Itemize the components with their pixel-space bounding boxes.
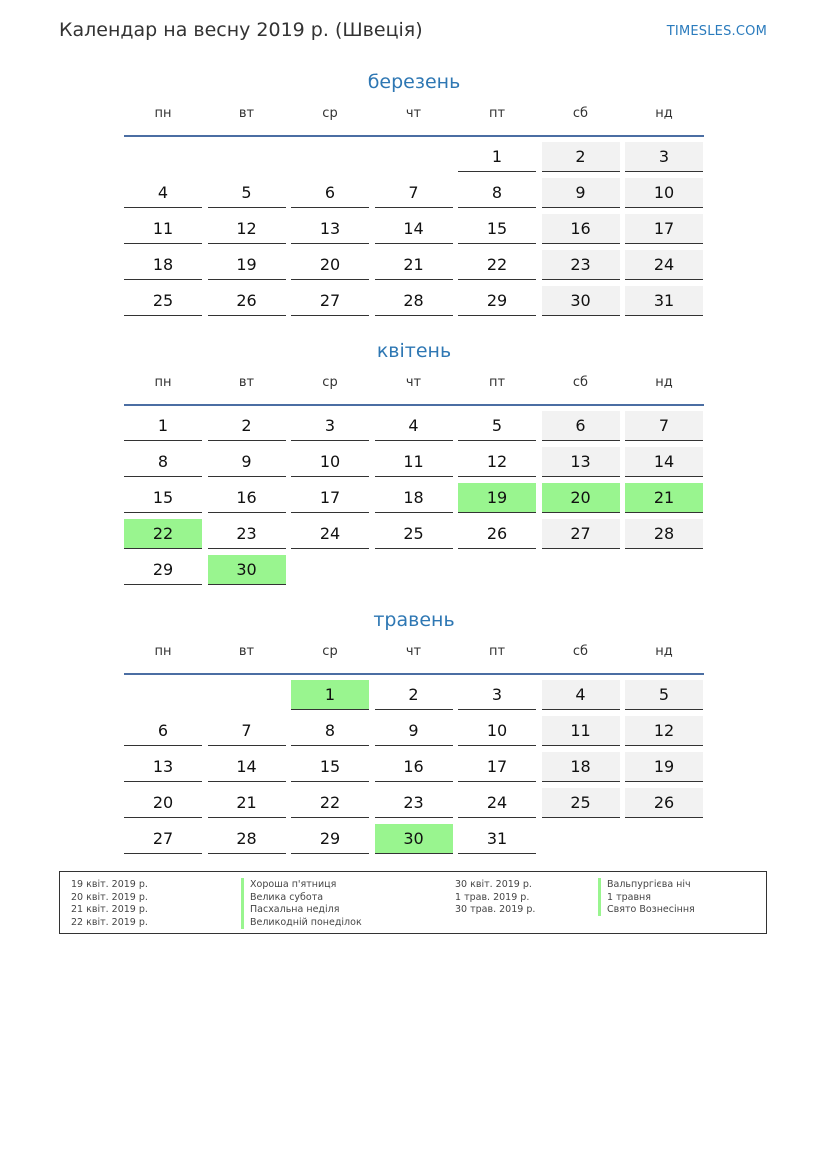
- weekday-label: чт: [405, 375, 422, 390]
- day-cell: 29: [291, 824, 369, 854]
- weekday-label: чт: [405, 106, 422, 121]
- day-cell: 15: [124, 483, 202, 513]
- day-cell: 23: [542, 250, 620, 280]
- weekday-label: нд: [655, 375, 673, 390]
- day-cell: 29: [124, 555, 202, 585]
- month-title: березень: [367, 71, 461, 93]
- day-cell: 19: [625, 752, 703, 782]
- day-cell: 25: [124, 286, 202, 316]
- day-cell: 17: [458, 752, 536, 782]
- day-cell: 28: [625, 519, 703, 549]
- header-rule: [124, 404, 704, 406]
- weekday-label: ср: [322, 106, 338, 121]
- day-cell: 2: [542, 142, 620, 172]
- day-cell: 15: [291, 752, 369, 782]
- day-cell: 22: [291, 788, 369, 818]
- day-cell: 14: [375, 214, 453, 244]
- day-cell: 20: [542, 483, 620, 513]
- header-rule: [124, 673, 704, 675]
- day-cell: 24: [458, 788, 536, 818]
- day-cell: 17: [625, 214, 703, 244]
- day-cell: 28: [375, 286, 453, 316]
- day-cell: 6: [124, 716, 202, 746]
- day-cell: 12: [208, 214, 286, 244]
- day-cell: 11: [124, 214, 202, 244]
- legend-date: 21 квіт. 2019 р.: [71, 904, 148, 915]
- legend-holiday-name: Свято Вознесіння: [598, 903, 757, 916]
- day-cell: 15: [458, 214, 536, 244]
- legend-holiday-name: Хороша п'ятниця: [241, 878, 400, 891]
- weekday-label: пт: [488, 644, 506, 659]
- weekday-label: пн: [154, 644, 172, 659]
- day-cell: 24: [291, 519, 369, 549]
- day-cell: 27: [291, 286, 369, 316]
- weekday-label: вт: [238, 644, 255, 659]
- header-rule: [124, 135, 704, 137]
- day-cell: 27: [124, 824, 202, 854]
- day-cell: 14: [625, 447, 703, 477]
- day-cell: 18: [375, 483, 453, 513]
- day-cell: 14: [208, 752, 286, 782]
- day-cell: 2: [208, 411, 286, 441]
- month-block: [124, 608, 704, 848]
- month-title: травень: [373, 609, 455, 631]
- day-cell: 6: [542, 411, 620, 441]
- legend-date: 30 квіт. 2019 р.: [455, 879, 532, 890]
- weekday-label: пт: [488, 375, 506, 390]
- day-cell: 22: [458, 250, 536, 280]
- day-cell: 26: [208, 286, 286, 316]
- legend-date: 19 квіт. 2019 р.: [71, 879, 148, 890]
- weekday-label: сб: [572, 644, 589, 659]
- day-cell: 2: [375, 680, 453, 710]
- month-block: [124, 70, 704, 310]
- day-cell: 5: [208, 178, 286, 208]
- day-cell: 5: [458, 411, 536, 441]
- weekday-label: нд: [655, 106, 673, 121]
- legend-holiday-name: Великодній понеділок: [241, 916, 400, 929]
- day-cell: 11: [375, 447, 453, 477]
- day-cell: 3: [458, 680, 536, 710]
- day-cell: 19: [208, 250, 286, 280]
- day-cell: 7: [375, 178, 453, 208]
- day-cell: 13: [124, 752, 202, 782]
- day-cell: 23: [208, 519, 286, 549]
- page-title: Календар на весну 2019 р. (Швеція): [59, 19, 423, 41]
- day-cell: 26: [458, 519, 536, 549]
- day-cell: 27: [542, 519, 620, 549]
- month-title: квітень: [376, 340, 452, 362]
- day-cell: 1: [291, 680, 369, 710]
- weekday-header: [124, 375, 704, 391]
- day-cell: 18: [542, 752, 620, 782]
- day-cell: 30: [375, 824, 453, 854]
- day-cell: 21: [625, 483, 703, 513]
- day-cell: 16: [375, 752, 453, 782]
- day-cell: 9: [542, 178, 620, 208]
- day-cell: 16: [208, 483, 286, 513]
- day-cell: 4: [542, 680, 620, 710]
- day-cell: 18: [124, 250, 202, 280]
- day-cell: 30: [208, 555, 286, 585]
- day-cell: 26: [625, 788, 703, 818]
- day-cell: 23: [375, 788, 453, 818]
- day-cell: 17: [291, 483, 369, 513]
- day-cell: 22: [124, 519, 202, 549]
- legend-date: 20 квіт. 2019 р.: [71, 891, 148, 903]
- month-block: [124, 339, 704, 579]
- day-cell: 3: [625, 142, 703, 172]
- day-cell: 29: [458, 286, 536, 316]
- day-cell: 4: [124, 178, 202, 208]
- day-cell: 31: [625, 286, 703, 316]
- day-cell: 8: [291, 716, 369, 746]
- day-cell: 7: [625, 411, 703, 441]
- legend-date: 1 трав. 2019 р.: [455, 891, 530, 903]
- weekday-label: вт: [238, 106, 255, 121]
- day-cell: 21: [208, 788, 286, 818]
- day-cell: 28: [208, 824, 286, 854]
- day-cell: 1: [458, 142, 536, 172]
- weekday-label: пн: [154, 106, 172, 121]
- day-cell: 24: [625, 250, 703, 280]
- legend-holiday-name: Пасхальна неділя: [241, 903, 400, 916]
- day-cell: 10: [291, 447, 369, 477]
- legend-holiday-name: Вальпургієва ніч: [598, 878, 757, 891]
- day-cell: 25: [375, 519, 453, 549]
- day-cell: 10: [625, 178, 703, 208]
- day-cell: 20: [124, 788, 202, 818]
- weekday-label: вт: [238, 375, 255, 390]
- weekday-label: чт: [405, 644, 422, 659]
- weekday-label: нд: [655, 644, 673, 659]
- day-cell: 30: [542, 286, 620, 316]
- day-cell: 13: [291, 214, 369, 244]
- day-cell: 10: [458, 716, 536, 746]
- day-cell: 21: [375, 250, 453, 280]
- day-cell: 8: [124, 447, 202, 477]
- site-link[interactable]: TIMESLES.COM: [666, 24, 767, 39]
- weekday-label: сб: [572, 375, 589, 390]
- day-cell: 12: [625, 716, 703, 746]
- day-cell: 1: [124, 411, 202, 441]
- holiday-legend: [59, 871, 767, 934]
- day-cell: 8: [458, 178, 536, 208]
- day-cell: 25: [542, 788, 620, 818]
- weekday-header: [124, 106, 704, 122]
- day-cell: 11: [542, 716, 620, 746]
- weekday-label: ср: [322, 644, 338, 659]
- legend-holiday-name: 1 травня: [598, 891, 757, 904]
- day-cell: 9: [375, 716, 453, 746]
- day-cell: 3: [291, 411, 369, 441]
- day-cell: 19: [458, 483, 536, 513]
- legend-holiday-name: Велика субота: [241, 891, 400, 904]
- day-cell: 13: [542, 447, 620, 477]
- weekday-label: пт: [488, 106, 506, 121]
- day-cell: 20: [291, 250, 369, 280]
- weekday-label: пн: [154, 375, 172, 390]
- day-cell: 31: [458, 824, 536, 854]
- day-cell: 9: [208, 447, 286, 477]
- weekday-label: ср: [322, 375, 338, 390]
- day-cell: 6: [291, 178, 369, 208]
- weekday-header: [124, 644, 704, 660]
- day-cell: 4: [375, 411, 453, 441]
- day-cell: 5: [625, 680, 703, 710]
- legend-date: 30 трав. 2019 р.: [455, 904, 536, 915]
- day-cell: 16: [542, 214, 620, 244]
- legend-date: 22 квіт. 2019 р.: [71, 916, 148, 928]
- day-cell: 7: [208, 716, 286, 746]
- weekday-label: сб: [572, 106, 589, 121]
- day-cell: 12: [458, 447, 536, 477]
